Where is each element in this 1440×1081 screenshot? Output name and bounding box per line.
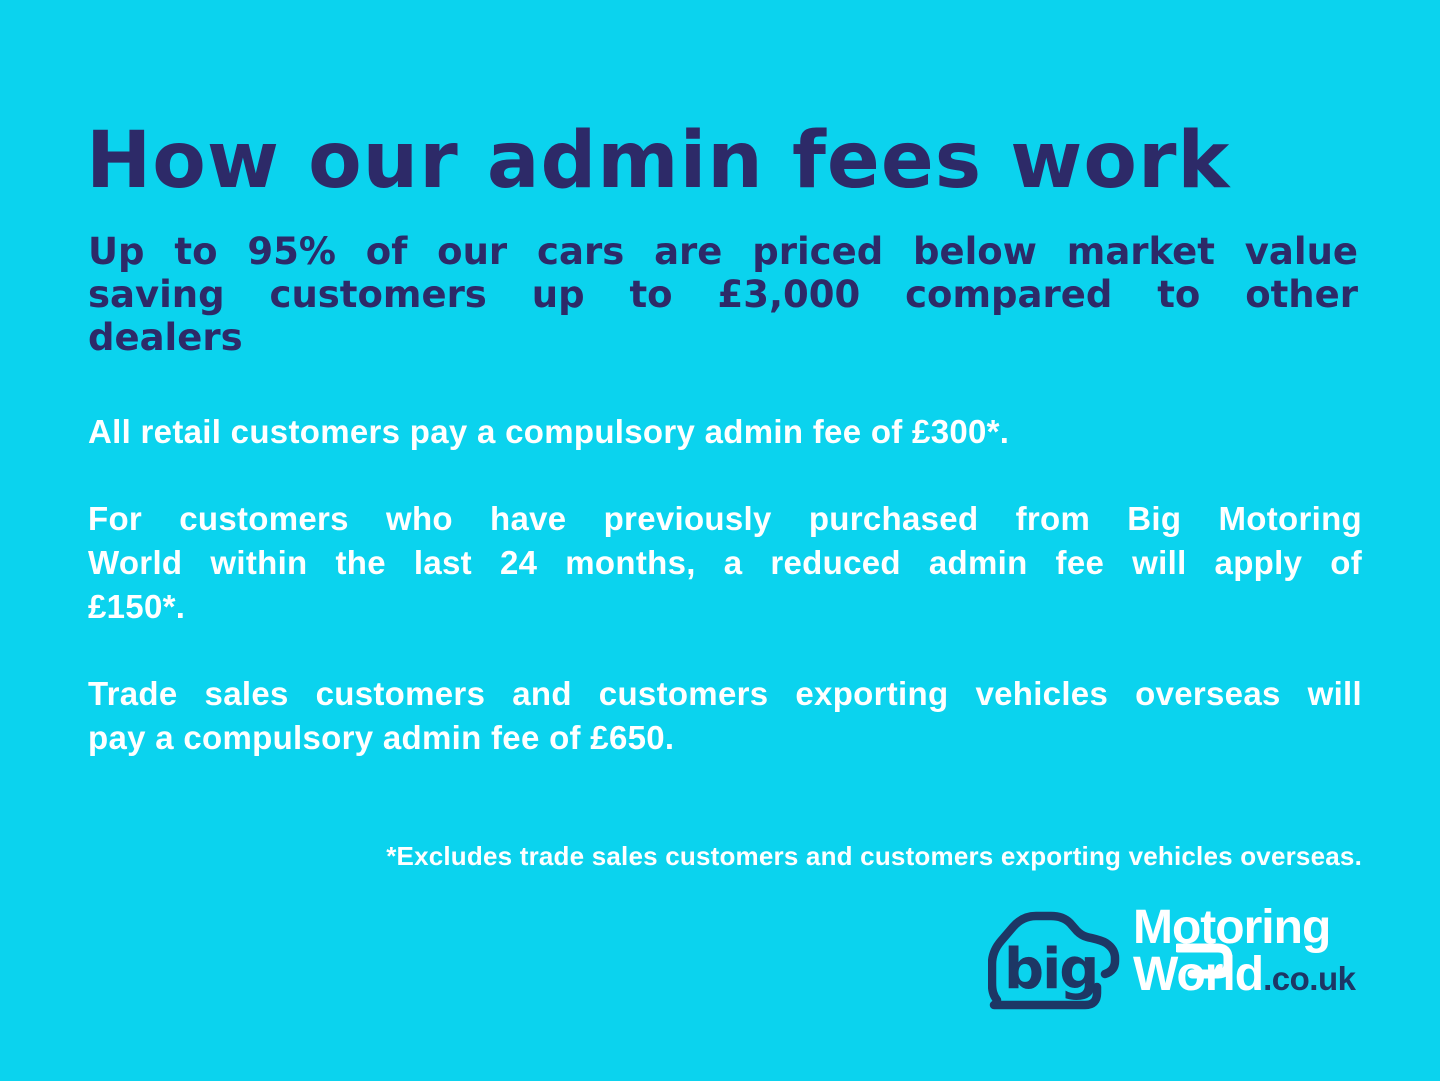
logo-wordmark-line2: World	[1133, 948, 1264, 1001]
repeat-customer-fee-paragraph	[88, 497, 1362, 629]
paragraph-line: £150*.	[88, 588, 186, 625]
paragraph-line: Trade sales customers and customers exporting vehicles overseas will	[88, 675, 1362, 712]
trade-fee-paragraph	[88, 672, 1362, 760]
paragraph-line: For customers who have previously purchased from Big Motoring	[88, 500, 1362, 537]
exclusions-footnote: *Excludes trade sales customers and customers exporting vehicles overseas.	[386, 841, 1362, 871]
retail-fee-paragraph	[88, 410, 1362, 454]
paragraph-line: pay a compulsory admin fee of £650.	[88, 719, 675, 756]
subheading-line: saving customers up to £3,000 compared to other	[88, 273, 1358, 316]
logo-wordmark	[1133, 901, 1356, 1002]
big-motoring-world-logo	[988, 898, 1368, 1033]
logo-domain-suffix: .co.uk	[1263, 960, 1356, 997]
logo-flourish-icon	[1176, 942, 1236, 982]
paragraph-line: World within the last 24 months, a reduced admin fee will apply of	[88, 544, 1362, 581]
subheading-line: dealers	[88, 316, 243, 359]
paragraph-line: All retail customers pay a compulsory admin fee of £300*.	[88, 413, 1010, 450]
car-outline-icon	[988, 904, 1122, 1018]
subheading	[88, 230, 1358, 359]
subheading-line: Up to 95% of our cars are priced below market value	[88, 230, 1358, 273]
page-title: How our admin fees work	[86, 116, 1231, 206]
logo-wordmark-line1: Motoring	[1133, 901, 1331, 954]
logo-big-label: big	[1004, 937, 1098, 1002]
